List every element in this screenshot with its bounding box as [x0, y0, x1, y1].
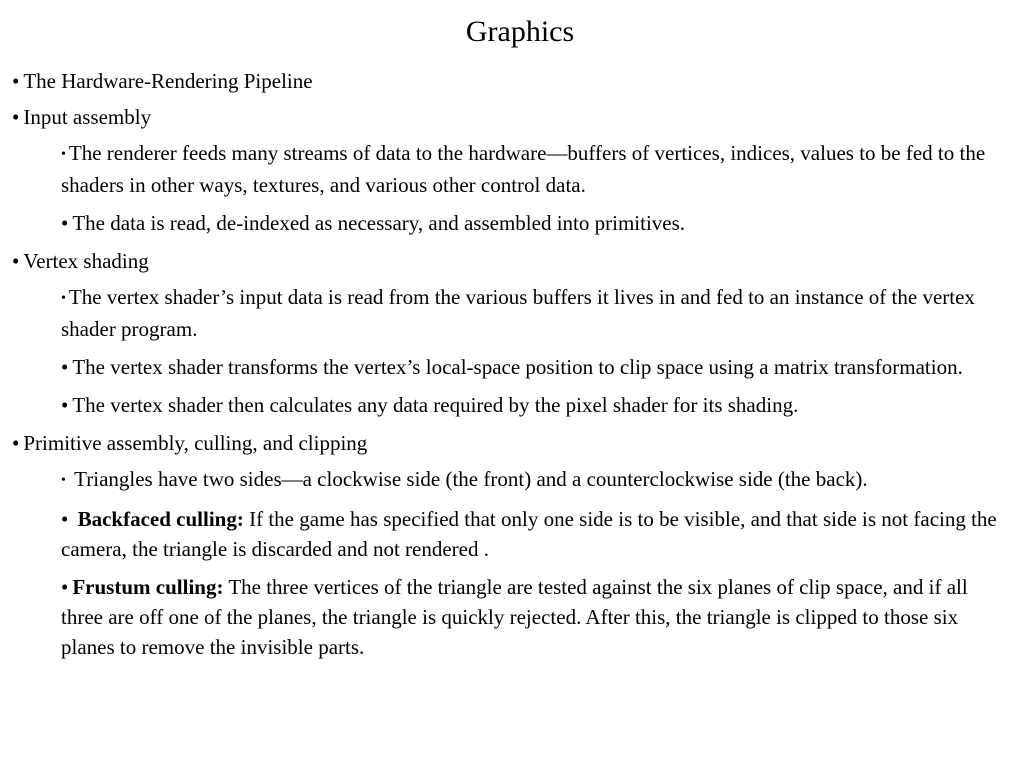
bullet-text: The vertex shader transforms the vertex’s local-space position to clip space using a matrix transformation. [72, 355, 963, 379]
sub-bullet-vertex-calculates [61, 390, 1012, 420]
bullet-hardware-pipeline [12, 66, 1012, 96]
bullet-text: The data is read, de-indexed as necessary, and assembled into primitives. [72, 211, 686, 235]
bullet-text: The Hardware-Rendering Pipeline [23, 69, 313, 93]
slide-title: Graphics [465, 15, 575, 48]
bullet-text: If the game has specified that only one side is to be visible, and that side is not facing the camera, the triangle is discarded and not rendered . [61, 507, 997, 561]
bullet-icon: • [61, 473, 66, 488]
bullet-icon: • [12, 431, 20, 455]
bullet-icon: • [61, 147, 66, 162]
bullet-text: The vertex shader’s input data is read from the various buffers it lives in and fed to an instance of the vertex shader program. [61, 285, 975, 341]
bullet-icon: • [61, 291, 66, 306]
bullet-text: Input assembly [23, 105, 152, 129]
slide-content [12, 66, 1012, 670]
bullet-term: Frustum culling: [72, 575, 224, 599]
bullet-text: Primitive assembly, culling, and clipping [23, 431, 368, 455]
bullet-icon: • [12, 249, 20, 273]
bullet-input-assembly [12, 102, 1012, 132]
bullet-text: Vertex shading [23, 249, 149, 273]
bullet-text: Triangles have two sides—a clockwise side (the front) and a counterclockwise side (the back). [74, 467, 868, 491]
bullet-text: The three vertices of the triangle are tested against the six planes of clip space, and if all three are off one of the planes, the triangle is quickly rejected. After this, the triangle is clipped to those six planes to remove the invisible parts. [61, 575, 968, 659]
sub-bullet-triangle-sides [61, 464, 1012, 496]
bullet-icon: • [61, 355, 69, 379]
bullet-vertex-shading [12, 246, 1012, 276]
bullet-icon: • [12, 105, 20, 129]
bullet-icon: • [61, 211, 69, 235]
sub-bullet-renderer-feeds [61, 138, 1012, 200]
bullet-primitive-assembly [12, 428, 1012, 458]
sub-bullet-backface-culling [61, 504, 1012, 564]
bullet-icon: • [61, 575, 69, 599]
sub-bullet-frustum-culling [61, 572, 1012, 662]
bullet-text: The vertex shader then calculates any data required by the pixel shader for its shading. [72, 393, 799, 417]
sub-bullet-data-read [61, 208, 1012, 238]
bullet-icon: • [61, 393, 69, 417]
bullet-text: The renderer feeds many streams of data to the hardware—buffers of vertices, indices, values to be fed to the shaders in other ways, textures, and various other control data. [61, 141, 986, 197]
bullet-term: Backfaced culling: [77, 507, 244, 531]
sub-bullet-vertex-input [61, 282, 1012, 344]
bullet-icon: • [12, 69, 20, 93]
sub-bullet-vertex-transform [61, 352, 1012, 382]
bullet-icon: • [61, 507, 69, 531]
